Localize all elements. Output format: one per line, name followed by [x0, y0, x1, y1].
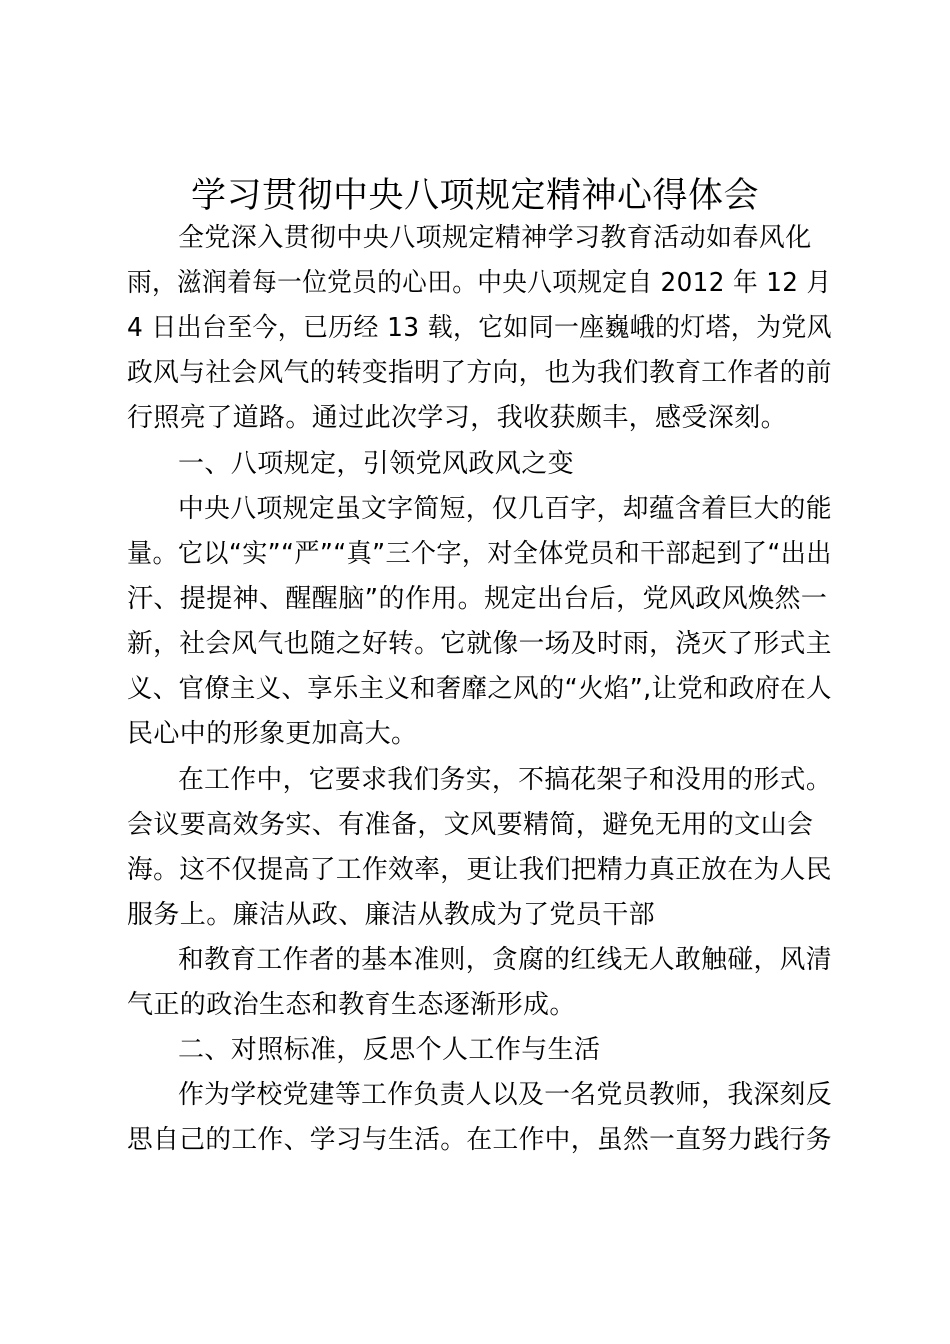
paragraph-line: 全党深入贯彻中央八项规定精神学习教育活动如春风化 [178, 223, 812, 253]
paragraph-line: 在工作中，它要求我们务实，不搞花架子和没用的形式。 [178, 765, 833, 795]
paragraph-line: 新，社会风气也随之好转。它就像一场及时雨，浇灭了形式主 [127, 629, 832, 659]
document-title: 学习贯彻中央八项规定精神心得体会 [190, 176, 759, 216]
paragraph-line: 思自己的工作、学习与生活。在工作中，虽然一直努力践行务 [127, 1125, 832, 1155]
paragraph-line: 海。这不仅提高了工作效率，更让我们把精力真正放在为人民 [127, 855, 832, 885]
section-heading: 二、对照标准，反思个人工作与生活 [178, 1035, 601, 1065]
paragraph-line: 作为学校党建等工作负责人以及一名党员教师，我深刻反 [178, 1080, 833, 1110]
paragraph-line: 气正的政治生态和教育生态逐渐形成。 [127, 990, 576, 1020]
paragraph-line: 行照亮了道路。通过此次学习，我收获颇丰，感受深刻。 [127, 403, 788, 433]
paragraph-line: 政风与社会风气的转变指明了方向，也为我们教育工作者的前 [127, 358, 832, 388]
paragraph-line: 中央八项规定虽文字简短，仅几百字，却蕴含着巨大的能 [178, 494, 833, 524]
paragraph-line: 义、官僚主义、享乐主义和奢靡之风的“火焰”,让党和政府在人 [127, 674, 832, 704]
paragraph-line: 民心中的形象更加高大。 [127, 719, 418, 749]
paragraph-line: 和教育工作者的基本准则，贪腐的红线无人敢触碰，风清 [178, 945, 833, 975]
paragraph-line: 雨，滋润着每一位党员的心田。中央八项规定自 2012 年 12 月 [127, 268, 832, 298]
paragraph-line: 4 日出台至今，已历经 13 载，它如同一座巍峨的灯塔，为党风 [127, 313, 832, 343]
section-heading: 一、八项规定，引领党风政风之变 [178, 449, 575, 479]
paragraph-line: 汗、提提神、醒醒脑”的作用。规定出台后，党风政风焕然一 [127, 584, 828, 614]
paragraph-line: 服务上。廉洁从政、廉洁从教成为了党员干部 [127, 900, 656, 930]
paragraph-line: 会议要高效务实、有准备，文风要精简，避免无用的文山会 [127, 810, 814, 840]
paragraph-line: 量。它以“实”“严”“真”三个字，对全体党员和干部起到了“出出 [127, 539, 832, 569]
